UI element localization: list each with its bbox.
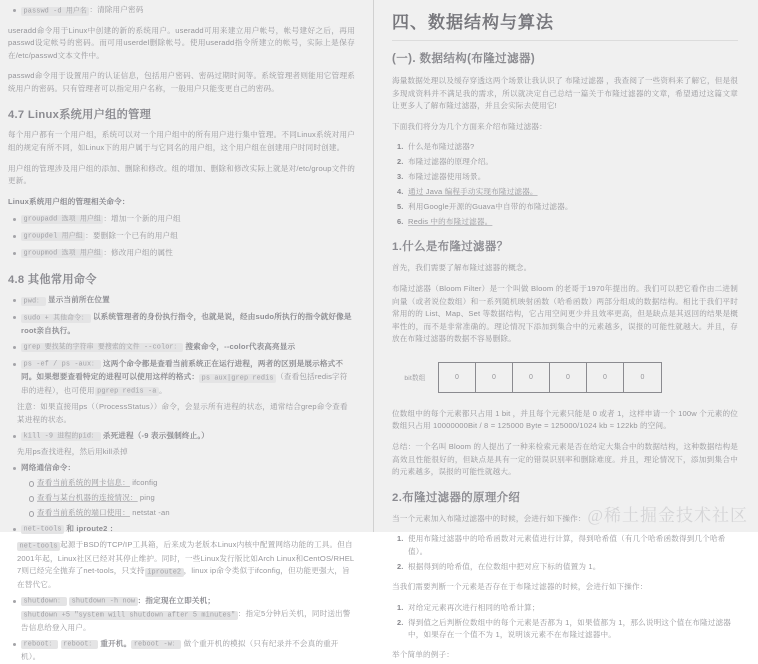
bit-cell: 0 (476, 363, 513, 392)
list-item-note: 注意：如果直接用ps（（ProcessStatus））命令，会显示所有进程的状态，通常结合grep命令查看某进程的状态。 (17, 402, 348, 424)
list-item (37, 507, 355, 520)
group-command-list (8, 213, 355, 261)
list-item-label: 杀死进程（-9 表示强制终止。） (100, 430, 210, 440)
section-1-summary: 总结：一个名叫 Bloom 的人提出了一种来检索元素是否在给定大集合中的数据结构，这种数据结构是高效且性能很好的，但缺点是具有一定的错误识别率和删除难度。并且，理论情况下，添加到集合中的元素越多，误报的可能性就越大。 (392, 442, 738, 477)
site-watermark: @稀土掘金技术社区 (587, 506, 748, 525)
toc-lead: 下面我们将分为几个方面来介绍布隆过滤器： (392, 121, 547, 131)
top-command-list (8, 4, 355, 18)
list-item-shutdown (21, 595, 355, 635)
shutdown-text-b: ：指定5分钟后关机，同时送出警告信息给登入用户。 (21, 609, 351, 632)
section-1-lead: 首先，我们需要了解布隆过滤器的概念。 (392, 263, 532, 273)
inline-code: pwd： (21, 297, 46, 306)
list-item (21, 213, 355, 227)
network-label: 网络通信命令： (21, 463, 76, 473)
inline-code: ps -ef / ps -aux： (21, 360, 101, 369)
sub-item-label: 查看当前系统的端口使用： (37, 507, 130, 517)
paragraph-group-1: 每个用户都有一个用户组，系统可以对一个用户组中的所有用户进行集中管理。不同Linux系统对用户组的规定有所不同，如Linux下的用户属于与它同名的用户组，这个用户组在创建用户时同时创建。 (8, 130, 355, 153)
list-item: 什么是布隆过滤器? (408, 142, 475, 152)
heading-section-2: 2.布隆过滤器的原理介绍 (392, 491, 521, 504)
intro-paragraph: 海量数据处理以及缓存穿透这两个场景让我认识了 布隆过滤器 ，我查阅了一些资料来了解它，但是很多现成资料并不满足我的需求，所以就决定自己总结一篇关于布隆过滤器的文章，希望通过这篇文章让更多人了解布隆过滤器，并且会实际去使用它! (392, 76, 738, 111)
section-subtitle: (一). 数据结构(布隆过滤器) (392, 53, 536, 65)
toc-link[interactable]: Redis 中的布隆过滤器。 (408, 216, 493, 226)
paragraph-passwd: passwd命令用于设置用户的认证信息，包括用户密码、密码过期时间等。系统管理者则能用它管理系统用户的密码。只有管理者可以指定用户名称，一般用户只能变更自己的密码。 (8, 71, 355, 93)
inline-code: grep 要找某的字符串 要搜索的文件 --color： (21, 343, 183, 352)
inline-code: iproute2 (145, 568, 184, 577)
bit-cell: 0 (550, 363, 587, 392)
list-item (37, 477, 355, 490)
section-1-paragraph-2: 位数组中的每个元素都只占用 1 bit ，并且每个元素只能是 0 或者 1，这样申请一个 100w 个元素的位数组只占用 10000000Bit / 8 = 125000 Byte = 125000/1024 kb ≈ 122kb 的空间。 (392, 408, 738, 431)
list-item (408, 186, 738, 198)
section-2-steps-check (392, 602, 738, 642)
page-title: 四、数据结构与算法 (392, 8, 738, 41)
list-item-label-3: 。 (158, 385, 167, 395)
inline-code: groupmod 选项 用户组 (21, 249, 103, 258)
list-item: 得到值之后判断位数组中的每个元素是否都为 1，如果值都为 1，那么说明这个值在布隆过滤器中，如果存在一个值不为 1，说明该元素不在布隆过滤器中。 (408, 617, 732, 640)
inline-code: net-tools (21, 525, 64, 534)
list-item-label: 以系统管理者的身份执行指令，也就是说，经由sudo所执行的指令就好像是root亲自执行。 (21, 312, 352, 335)
bit-array-label: bit数组 (404, 375, 426, 383)
inline-code: reboot： (21, 640, 58, 649)
left-column (0, 0, 373, 662)
right-column (374, 0, 758, 660)
inline-code: ps aux|grep redis (199, 374, 276, 383)
list-item-label: ：要删除一个已有的用户组 (85, 230, 179, 240)
inline-code: shutdown +5 "system will shutdown after 5 minutes" (21, 611, 238, 620)
sub-item-value: ifconfig (129, 477, 158, 487)
heading-4-8: 4.8 其他常用命令 (8, 274, 97, 287)
list-item (21, 247, 355, 261)
section-2-steps-add (392, 533, 738, 573)
sub-item-label: 查看当前系统的网卡信息： (37, 477, 130, 487)
inline-code: sudo + 其他命令： (21, 314, 91, 323)
toc-list (392, 141, 738, 228)
inline-code: shutdown -h now (69, 597, 138, 606)
list-item: 布隆过滤器使用场景。 (408, 172, 486, 182)
list-item (17, 358, 355, 427)
list-item: 布隆过滤器的原理介绍。 (408, 157, 494, 167)
list-item (21, 341, 355, 355)
nettools-title: 和 iproute2 ： (64, 523, 118, 533)
bit-cell: 0 (587, 363, 624, 392)
bit-cell: 0 (439, 363, 476, 392)
inline-code: groupdel 用户组 (21, 232, 85, 241)
list-item-network (21, 462, 355, 519)
list-item-reboot (21, 638, 355, 664)
inline-code: net-tools (17, 542, 60, 551)
other-command-list (8, 294, 355, 664)
section-1-paragraph: 布隆过滤器（Bloom Filter）是一个叫做 Bloom 的老哥于1970年提出的。我们可以把它看作由二进制向量（或者说位数组）和一系列随机映射函数（哈希函数）两部分组成的数据结构。相比于我们平时常用的的 List、Map、Set 等数据结构，它占用空间更少并且效率更高，但是缺点是其返回的结果是概率性的，而不是非常准确的。理论情况下添加到集合中的元素越多，误报的可能性就越大。并且，存放在布隆过滤器的数据不容易删除。 (392, 283, 739, 344)
section-2-lead-1: 当一个元素加入布隆过滤器中的时候，会进行如下操作： (392, 513, 586, 523)
list-item (21, 294, 355, 308)
network-sub-list (21, 477, 355, 520)
reboot-text-a: 重开机。 (98, 638, 132, 648)
list-item-label: 这两个命令都是查看当前系统正在运行进程，两者的区别是展示格式不同。如果想要查看特定的进程可以使用这样的格式： (21, 358, 344, 382)
list-item-label-2: （查看包括redis字符串的进程），也可使用 (21, 372, 348, 395)
inline-code: reboot -w： (131, 640, 181, 649)
list-item: 利用Google开源的Guava中自带的布隆过滤器。 (408, 202, 573, 211)
heading-4-7: 4.7 Linux系统用户组的管理 (8, 109, 152, 122)
inline-code: reboot： (61, 640, 98, 649)
list-item (21, 230, 355, 244)
list-item (21, 4, 355, 18)
list-item-label: 显示当前所在位置 (45, 295, 110, 305)
shutdown-text-a: ：指定现在立即关机； (137, 595, 216, 605)
sub-item-value: ping (137, 492, 155, 502)
list-item (37, 492, 355, 505)
section-2-tail: 举个简单的例子： (392, 650, 454, 660)
list-item-label: ：修改用户组的属性 (103, 247, 174, 257)
list-item: 对给定元素再次进行相同的哈希计算； (408, 602, 540, 612)
inline-code: passwd -d 用户名 (21, 7, 89, 16)
reboot-text-b: 做个重开机的模拟（只有纪录并不会真的重开机）。 (21, 638, 339, 662)
heading-section-1: 1.什么是布隆过滤器？ (392, 241, 509, 254)
bit-array-row (438, 362, 662, 393)
sub-item-label: 查看与某台机器的连接情况： (37, 492, 138, 502)
list-item: 根据得到的哈希值，在位数组中把对应下标的值置为 1。 (408, 561, 601, 571)
section-2-lead-2: 当我们需要判断一个元素是否存在于布隆过滤器的时候，会进行如下操作： (392, 582, 648, 592)
inline-code: groupadd 选项 用户组 (21, 215, 103, 224)
nettools-body (17, 539, 355, 591)
group-commands-lead: Linux系统用户组的管理相关命令： (8, 196, 130, 206)
list-item-label: 搜索命令，--color代表高亮显示 (183, 341, 296, 351)
list-item-label: ：增加一个新的用户组 (103, 213, 181, 223)
list-item-label: ：清除用户密码 (89, 5, 144, 14)
list-item: 使用布隆过滤器中的哈希函数对元素值进行计算，得到哈希值（有几个哈希函数得到几个哈希值）。 (408, 534, 726, 556)
inline-code: shutdown： (21, 597, 67, 606)
paragraph-useradd: useradd命令用于Linux中创建的新的系统用户。useradd可用来建立用户帐号，帐号建好之后，再用passwd设定帐号的密码。而可用userdel删除帐号。使用useradd指令所建立的帐号，实际上是保存在/etc/passwd文本文件中。 (8, 25, 355, 60)
paragraph-group-2: 用户组的管理涉及用户组的添加、删除和修改。组的增加、删除和修改实际上就是对/etc/group文件的更新。 (8, 163, 355, 186)
list-item-note: 先用ps查找进程，然后用kill杀掉 (17, 447, 128, 457)
bit-cell: 0 (624, 363, 661, 392)
nettools-body-text: 起源于BSD的TCP/IP工具箱，后来成为老版本Linux内核中配置网络功能的工具。但自2001年起，Linux社区已经对其停止维护。同时，一些Linux发行版比如Arch Linux和CentOS/RHEL 7则已经完全抛弃了net-tools，只支持 (17, 540, 355, 576)
list-item (17, 430, 355, 459)
sub-item-value: netstat -an (129, 507, 170, 517)
bit-cell: 0 (513, 363, 550, 392)
nettools-body-tail: ，linux ip命令类似于ifconfig，但功能更强大，旨在替代它。 (17, 566, 350, 589)
toc-link[interactable]: 通过 Java 编程手动实现布隆过滤器。 (408, 187, 538, 197)
list-item (408, 216, 738, 228)
inline-code: pgrep redis -a (95, 387, 159, 396)
inline-code: kill -9 进程的pid： (21, 432, 101, 441)
list-item-nettools (17, 523, 355, 592)
bit-array-figure (392, 356, 738, 397)
list-item (21, 311, 355, 337)
